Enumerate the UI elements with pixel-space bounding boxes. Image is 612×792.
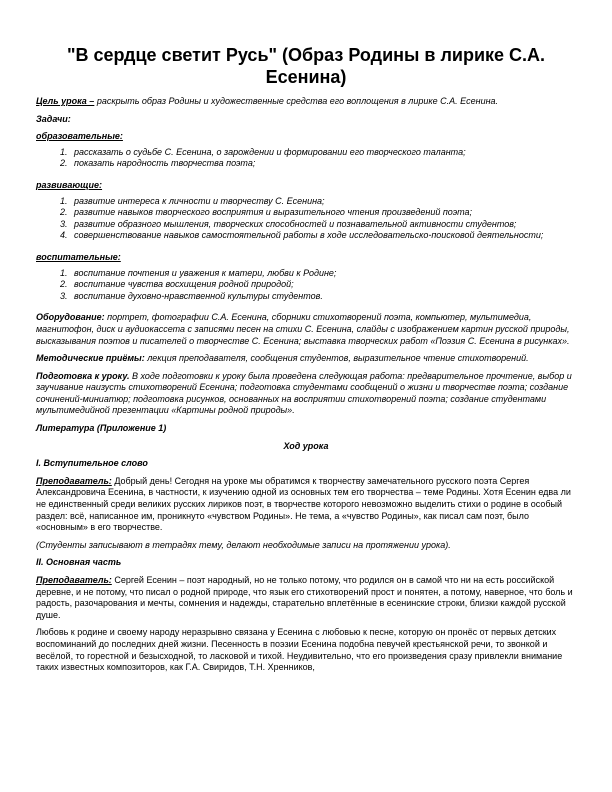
equipment-text: портрет, фотографии С.А. Есенина, сборники стихотворений поэта, компьютер, мультимедиа, магнитофон, диск и аудиокассета с записями песен на стихи С. Есенина, слайды с изображением картин русской природы, высказывания поэтов и писателей о творчестве С. Есенина; выставка творческих работ «Поэзия С. Есенина в рисунках». [36,312,570,346]
teacher-intro-text: Добрый день! Сегодня на уроке мы обратимся к творчеству замечательного русского поэта Сергея Александровича Есенина, в частности, к изучению одной из основных тем его творчества – теме Родины. Хотя Есенин едва ли не единственный среди великих русских лириков поэт, в творчестве которого невозможно выделить стихи о родине в особый раздел: всё, написанное им, проникнуто «чувством Родины». Не тема, а «чувство Родины», как писал сам поэт, было «основным» в его творчестве. [36,475,571,533]
preparation-label: Подготовка к уроку. [36,370,130,381]
tasks-label: Задачи: [36,113,71,124]
preparation-paragraph [36,371,576,417]
teacher-label: Преподаватель: [36,575,112,585]
literature-line: Литература (Приложение 1) [36,423,167,434]
lesson-heading: Ход урока [283,440,329,451]
teacher-intro-paragraph [36,476,576,534]
goal-text: раскрыть образ Родины и художественные средства его воплощения в лирике С.А. Есенина. [94,96,499,106]
educational-label: образовательные: [36,131,123,142]
upbringing-list [36,268,576,303]
list-item: 4. совершенствование навыков самостоятельной работы в ходе исследовательско-поисковой деятельности; [70,230,576,242]
teacher-label: Преподаватель: [36,475,112,486]
equipment-paragraph [36,312,576,347]
document-body [36,96,576,674]
methods-paragraph [36,353,576,365]
lesson-goal [36,96,576,108]
students-note: (Студенты записывают в тетрадях тему, делают необходимые записи на протяжении урока). [36,539,451,550]
upbringing-label: воспитательные: [36,251,121,262]
section-main-heading: II. Основная часть [36,557,122,568]
list-item: 1. развитие интереса к личности и творчеству С. Есенина; [70,196,576,208]
list-item: 3. воспитание духовно-нравственной культуры студентов. [70,291,576,303]
methods-text: лекция преподавателя, сообщения студентов, выразительное чтение стихотворений. [144,353,529,364]
goal-label: Цель урока – [36,96,95,106]
list-item: 2. развитие навыков творческого восприятия и выразительного чтения произведений поэта; [70,207,576,219]
teacher-main-paragraph [36,575,576,621]
page-title: "В сердце светит Русь" (Образ Родины в лирике С.А. Есенина) [66,45,546,87]
list-item: 3. развитие образного мышления, творческих способностей и познавательной активности студентов; [70,219,576,231]
list-item: 2. воспитание чувства восхищения родной природой; [70,279,576,291]
methods-label: Методические приёмы: [36,353,145,364]
closing-paragraph: Любовь к родине и своему народу неразрывно связана у Есенина с любовью к песне, которую он пронёс от первых детских воспоминаний до последних дней жизни. Песенность в поэзии Есенина подобна певучей крестьянской речи, то звонкой и весёлой, то горестной и безысходной, то ласковой и тихой. Неудивительно, что его произведения сразу привлекли внимание таких известных композиторов, как Г.А. Свиридов, Т.Н. Хренников, [36,627,563,673]
developing-label: развивающие: [36,179,103,190]
preparation-text: В ходе подготовки к уроку была проведена следующая работа: предварительное прочтение, выбор и заучивание наизусть стихотворений Есенина; подготовка студентами сообщений о жизни и творчестве поэта; создание сочинений-миниатюр; подготовка рисунков, основанных на восприятии стихотворений поэта; создание студентами мультимедийной презентации «Картины родной природы». [36,370,572,416]
educational-list [36,147,576,170]
developing-list [36,196,576,242]
equipment-label: Оборудование: [36,312,105,323]
teacher-main-text: Сергей Есенин – поэт народный, но не только потому, что родился он в самой что ни на есть российской деревне, и не потому, что писал о родной природе, что язык его стихотворений прост и понятен, а потому, наверное, что боль и радость, разочарования и мечты, сомнения и надежды, старательно вплетённые в есенинские строки, близки каждой русской душе. [36,575,573,620]
list-item: 1. рассказать о судьбе С. Есенина, о зарождении и формировании его творческого таланта; [70,147,576,159]
section-intro-heading: I. Вступительное слово [36,458,148,469]
list-item: 2. показать народность творчества поэта; [70,158,576,170]
list-item: 1. воспитание почтения и уважения к матери, любви к Родине; [70,268,576,280]
